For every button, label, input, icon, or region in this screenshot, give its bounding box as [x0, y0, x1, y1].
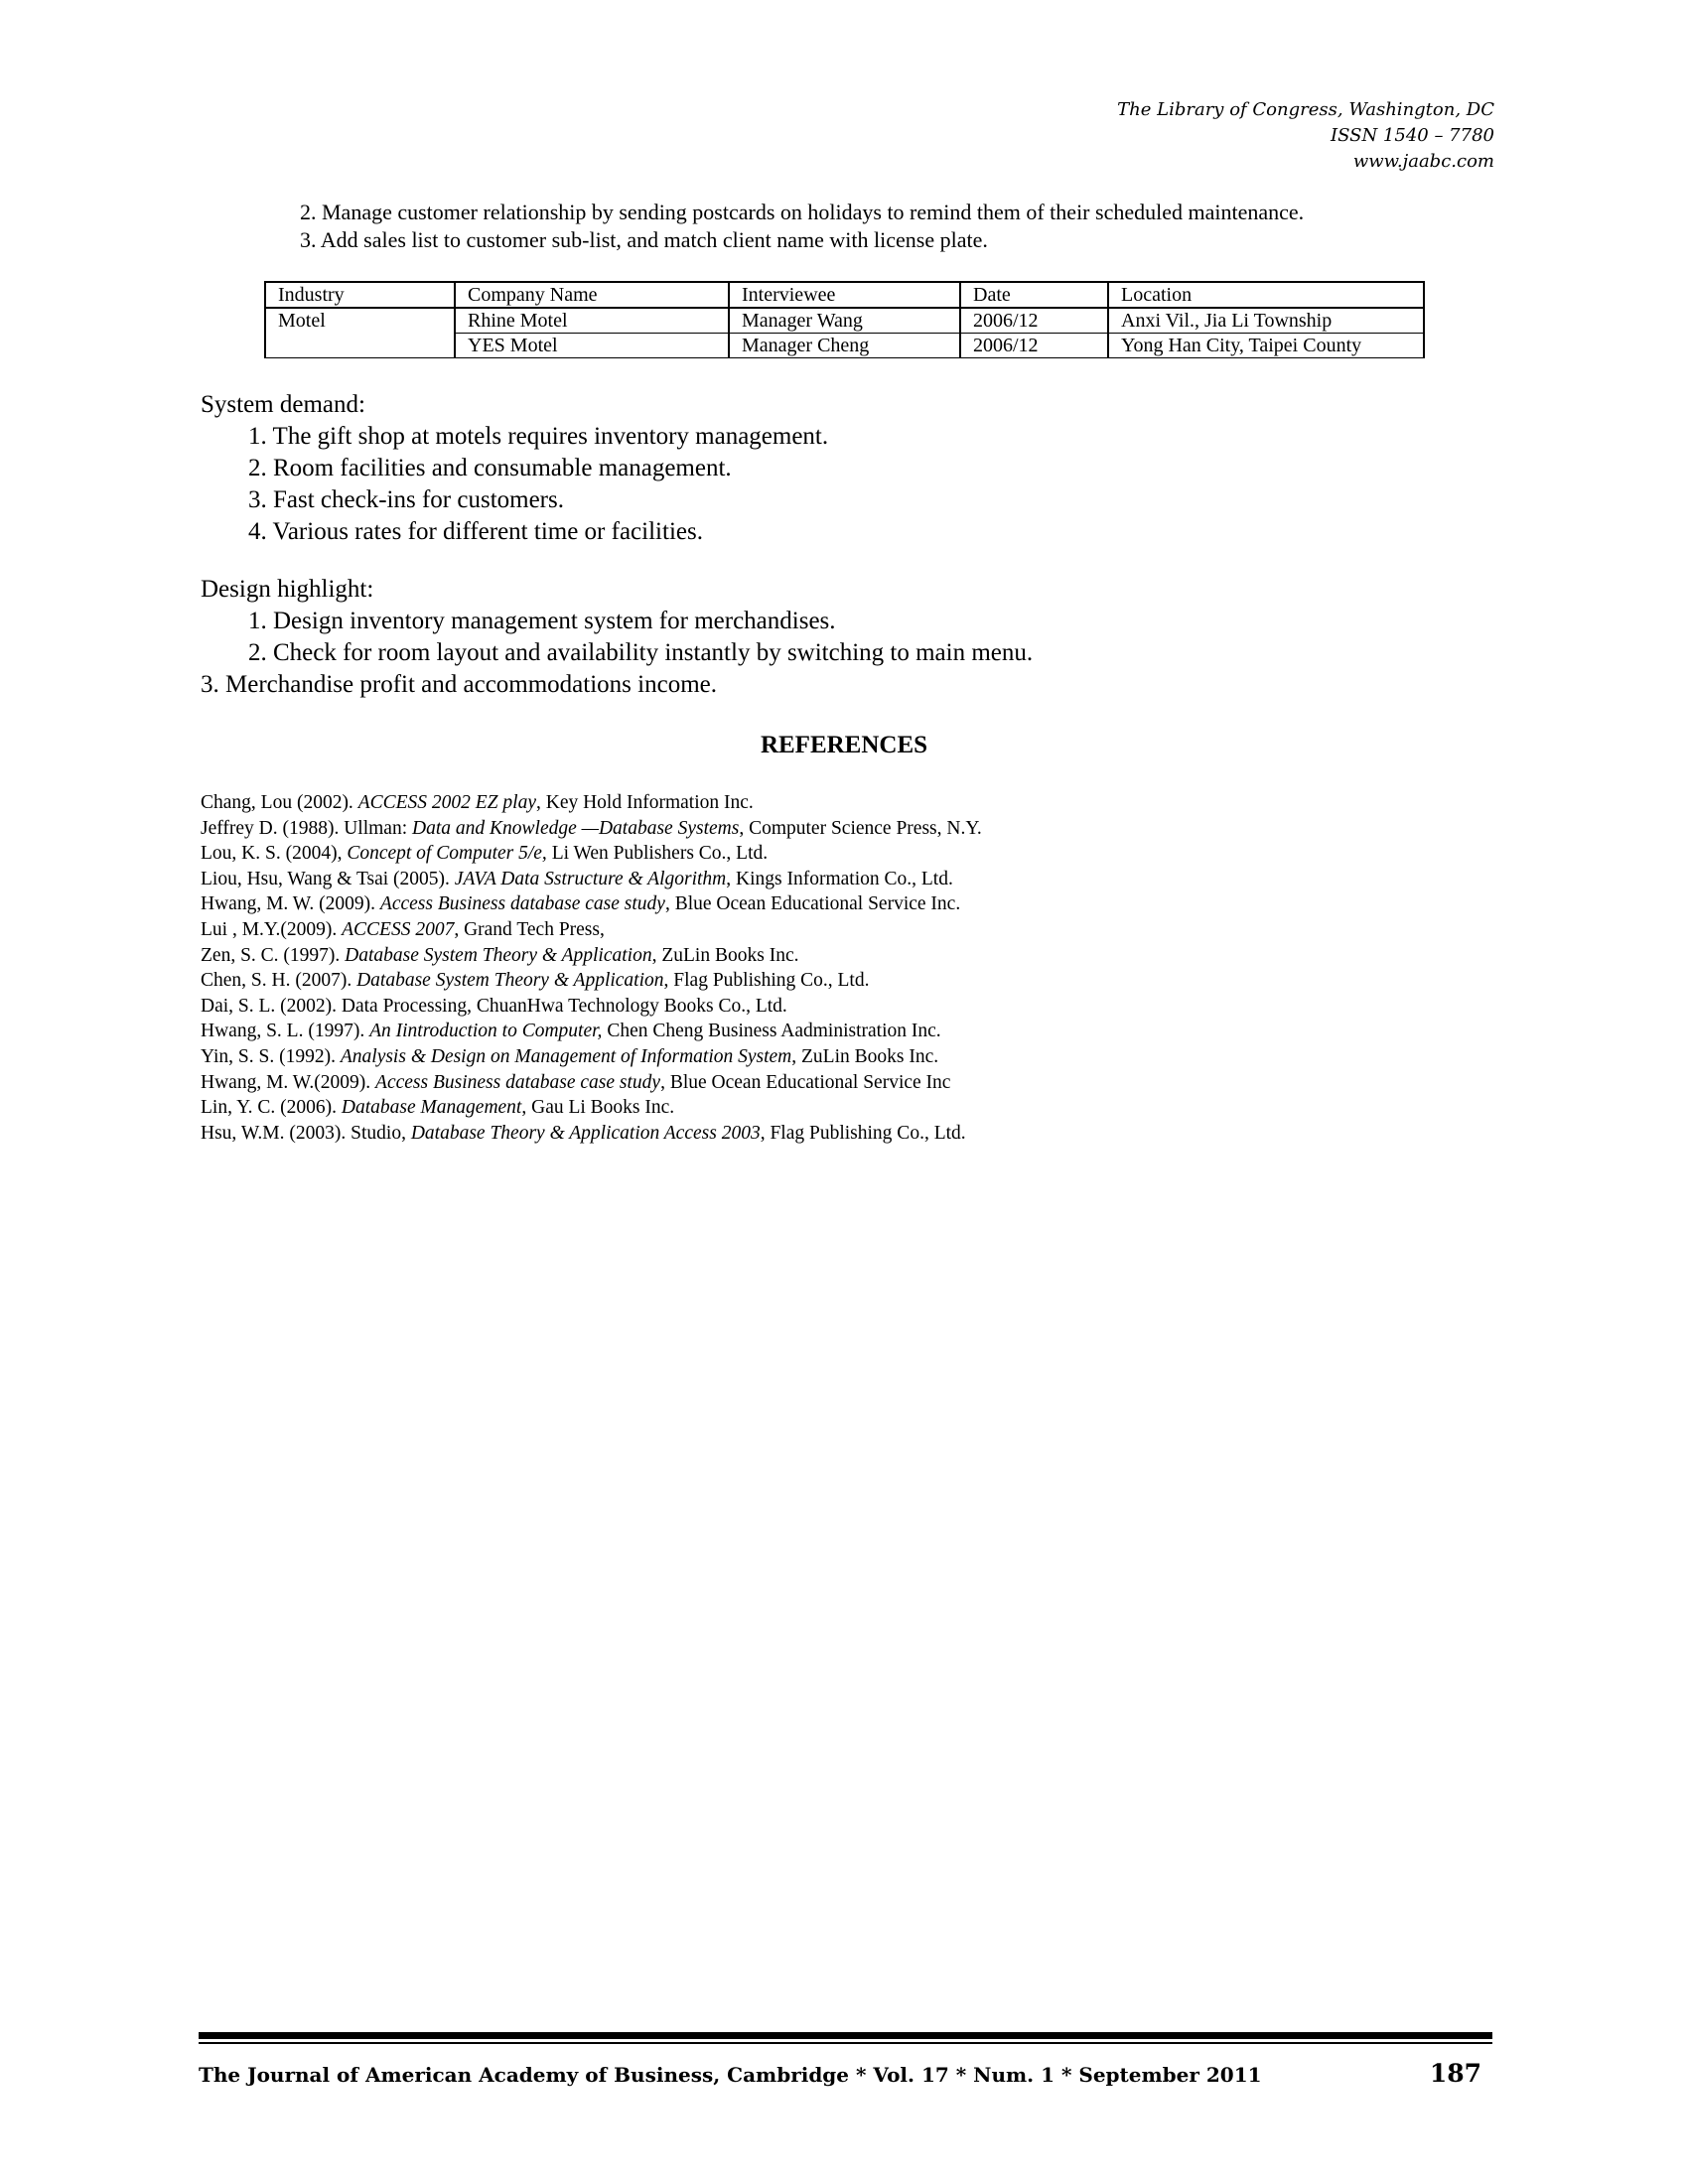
reference-text: , Grand Tech Press, [454, 918, 605, 940]
list-item: 3. Merchandise profit and accommodations income. [201, 671, 717, 698]
reference-text: Lui , M.Y.(2009). [201, 918, 343, 940]
list-item: 1. Design inventory management system for merchandises. [248, 608, 836, 634]
reference-text: Chen, S. H. (2007). [201, 970, 357, 992]
reference-text: , Computer Science Press, N.Y. [739, 817, 982, 839]
journal-footer: The Journal of American Academy of Business, Cambridge * Vol. 17 * Num. 1 * September 2011 [199, 2063, 1262, 2087]
footer-rule [199, 2042, 1492, 2044]
reference-item [201, 1070, 982, 1096]
page-number: 187 [1429, 2059, 1481, 2088]
reference-item [201, 841, 982, 867]
reference-item [201, 867, 982, 892]
reference-text: , Kings Information Co., Ltd. [726, 868, 953, 889]
reference-text: , Gau Li Books Inc. [521, 1097, 675, 1119]
reference-title: Database Theory & Application Access 2003 [410, 1122, 761, 1144]
reference-title: An Iintroduction to Computer, [369, 1021, 603, 1042]
table-row [265, 308, 1424, 334]
interview-table [264, 281, 1425, 358]
reference-title: Concept of Computer 5/e, [347, 843, 547, 865]
table-header-cell: Company Name [455, 282, 729, 308]
table-cell: 2006/12 [960, 334, 1108, 358]
footer-rule [199, 2032, 1492, 2039]
list-item: 2. Check for room layout and availability instantly by switching to main menu. [248, 639, 1034, 666]
reference-text: , Blue Ocean Educational Service Inc. [664, 893, 961, 915]
reference-text: , Key Hold Information Inc. [535, 792, 754, 813]
system-demand-section [201, 389, 828, 548]
reference-text: Liou, Hsu, Wang & Tsai (2005). [201, 868, 455, 889]
table-cell: YES Motel [455, 334, 729, 358]
table-cell: 2006/12 [960, 308, 1108, 334]
header-website: www.jaabc.com [1352, 151, 1494, 172]
reference-text: Hsu, W.M. (2003). Studio, [201, 1122, 411, 1144]
list-item: 3. Fast check-ins for customers. [248, 486, 564, 513]
reference-text: Zen, S. C. (1997). [201, 944, 346, 966]
reference-title: ACCESS 2002 EZ play [357, 792, 536, 813]
reference-item [201, 1121, 982, 1147]
reference-item [201, 917, 982, 943]
reference-text: Li Wen Publishers Co., Ltd. [546, 843, 769, 865]
list-item: 4. Various rates for different time or facilities. [248, 518, 703, 545]
list-item: 2. Room facilities and consumable management. [248, 455, 732, 481]
reference-text: Chen Cheng Business Aadministration Inc. [602, 1021, 941, 1042]
reference-text: Dai, S. L. (2002). Data Processing, ChuanHwa Technology Books Co., Ltd. [201, 995, 787, 1017]
list-item: 3. Add sales list to customer sub-list, and match client name with license plate. [300, 227, 988, 252]
reference-item [201, 1019, 982, 1044]
table-cell: Motel [265, 308, 455, 334]
table-header-row [265, 282, 1424, 308]
reference-text: Lin, Y. C. (2006). [201, 1097, 342, 1119]
running-header [1117, 97, 1494, 175]
header-library: The Library of Congress, Washington, DC [1117, 99, 1494, 120]
reference-text: Hwang, M. W. (2009). [201, 893, 380, 915]
reference-text: , ZuLin Books Inc. [651, 944, 799, 966]
reference-text: , Flag Publishing Co., Ltd. [760, 1122, 966, 1144]
section-heading: Design highlight: [201, 576, 374, 603]
reference-item [201, 968, 982, 994]
references-list [201, 790, 982, 1146]
reference-title: Database System Theory & Application [345, 944, 652, 966]
header-issn: ISSN 1540 – 7780 [1331, 125, 1494, 146]
reference-title: Access Business database case study [379, 893, 665, 915]
table-cell [265, 334, 455, 358]
reference-item [201, 891, 982, 917]
reference-title: JAVA Data Sstructure & Algorithm [454, 868, 727, 889]
reference-text: Yin, S. S. (1992). [201, 1045, 341, 1067]
reference-text: , Flag Publishing Co., Ltd. [663, 970, 870, 992]
table-cell: Manager Cheng [729, 334, 960, 358]
list-item: 2. Manage customer relationship by sending postcards on holidays to remind them of their scheduled maintenance. [300, 200, 1305, 224]
table-header-cell: Interviewee [729, 282, 960, 308]
table-cell: Anxi Vil., Jia Li Township [1108, 308, 1424, 334]
reference-title: Access Business database case study [375, 1071, 661, 1093]
reference-text: , ZuLin Books Inc. [791, 1045, 939, 1067]
table-cell: Yong Han City, Taipei County [1108, 334, 1424, 358]
intro-list [300, 199, 1304, 254]
design-highlight-section [201, 574, 1033, 701]
references-title: REFERENCES [760, 732, 928, 758]
list-item: 1. The gift shop at motels requires inventory management. [248, 423, 829, 450]
reference-text: Jeffrey D. (1988). Ullman: [201, 817, 413, 839]
reference-item [201, 994, 982, 1020]
reference-title: Analysis & Design on Management of Information System [340, 1045, 792, 1067]
reference-text: Hwang, S. L. (1997). [201, 1021, 370, 1042]
reference-text: Hwang, M. W.(2009). [201, 1071, 376, 1093]
reference-item [201, 943, 982, 969]
table-row [265, 334, 1424, 358]
table-header-cell: Date [960, 282, 1108, 308]
table-cell: Rhine Motel [455, 308, 729, 334]
reference-title: ACCESS 2007 [342, 918, 455, 940]
reference-title: Database System Theory & Application [356, 970, 664, 992]
reference-text: Lou, K. S. (2004), [201, 843, 348, 865]
reference-item [201, 1044, 982, 1070]
reference-item [201, 816, 982, 842]
reference-title: Data and Knowledge —Database Systems [412, 817, 740, 839]
reference-item [201, 1095, 982, 1121]
table-header-cell: Location [1108, 282, 1424, 308]
reference-item [201, 790, 982, 816]
reference-text: Chang, Lou (2002). [201, 792, 358, 813]
reference-text: , Blue Ocean Educational Service Inc [660, 1071, 951, 1093]
reference-title: Database Management [341, 1097, 522, 1119]
table-cell: Manager Wang [729, 308, 960, 334]
table-header-cell: Industry [265, 282, 455, 308]
section-heading: System demand: [201, 391, 365, 418]
